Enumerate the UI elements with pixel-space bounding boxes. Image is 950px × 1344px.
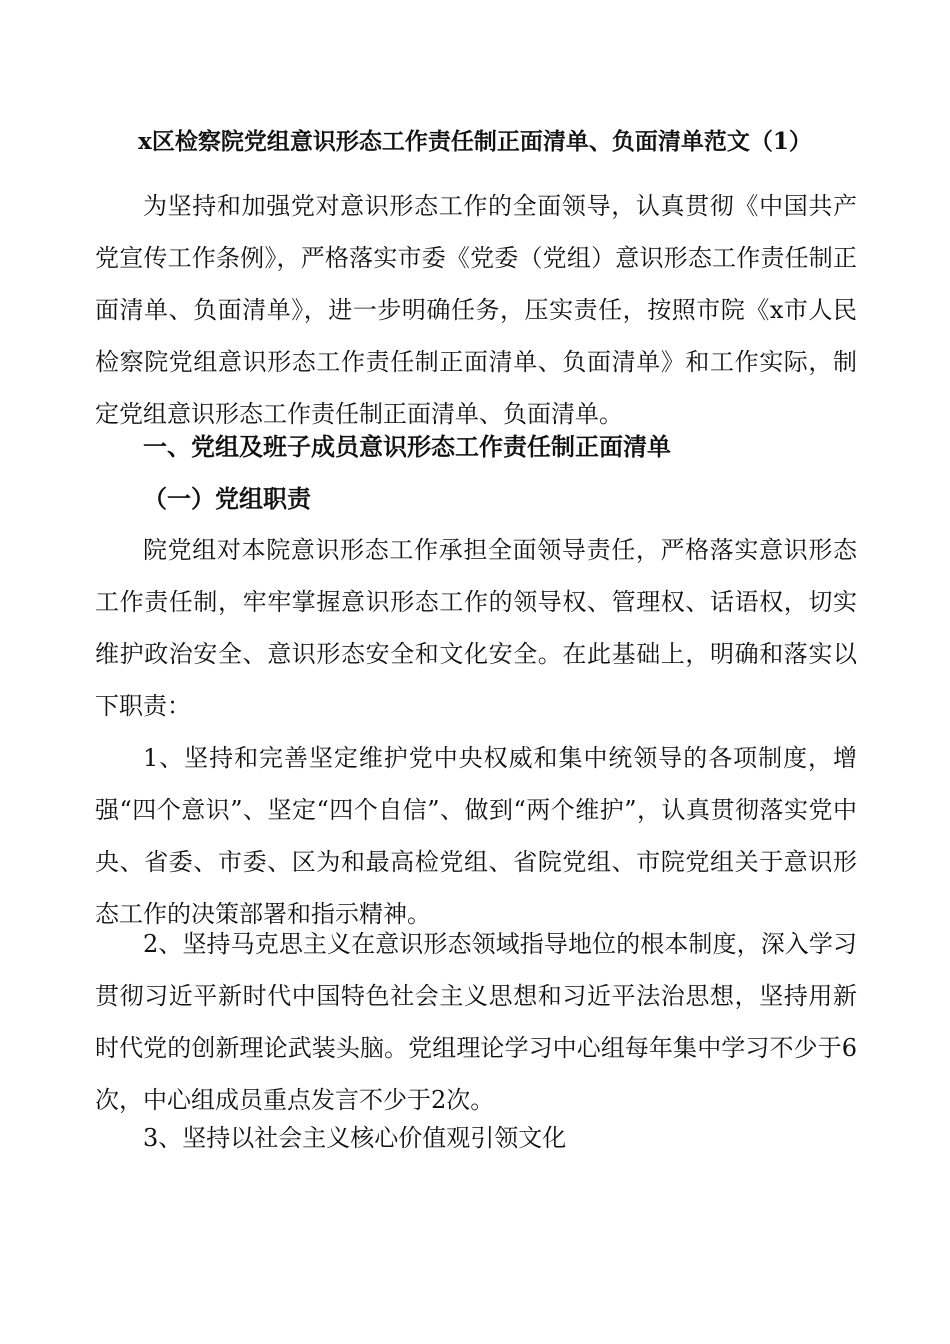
intro-paragraph: 为坚持和加强党对意识形态工作的全面领导，认真贯彻《中国共产党宣传工作条例》，严格落实市委《党委（党组）意识形态工作责任制正面清单、负面清单》，进一步明确任务，压实责任，按照市院《x市人民检察院党组意识形态工作责任制正面清单、负面清单》和工作实际，制定党组意识形态工作责任制正面清单、负面清单。 [95,192,857,428]
list-item-2: 2、坚持马克思主义在意识形态领域指导地位的根本制度，深入学习贯彻习近平新时代中国特色社会主义思想和习近平法治思想，坚持用新时代党的创新理论武装头脑。党组理论学习中心组每年集中学习不少于6次，中心组成员重点发言不少于2次。 [95,930,857,1114]
section-heading-1: 一、党组及班子成员意识形态工作责任制正面清单 [143,432,671,461]
subsection-intro-paragraph: 院党组对本院意识形态工作承担全面领导责任，严格落实意识形态工作责任制，牢牢掌握意识形态工作的领导权、管理权、话语权，切实维护政治安全、意识形态安全和文化安全。在此基础上，明确和落实以下职责： [95,536,857,720]
document-title: x区检察院党组意识形态工作责任制正面清单、负面清单范文（1） [138,128,812,155]
subsection-heading-1: （一）党组职责 [143,484,311,513]
list-item-1: 1、坚持和完善坚定维护党中央权威和集中统领导的各项制度，增强“四个意识”、坚定“四个自信”、做到“两个维护”，认真贯彻落实党中央、省委、市委、区为和最高检党组、省院党组、市院党组关于意识形态工作的决策部署和指示精神。 [95,744,857,928]
list-item-3: 3、坚持以社会主义核心价值观引领文化 [143,1124,567,1152]
